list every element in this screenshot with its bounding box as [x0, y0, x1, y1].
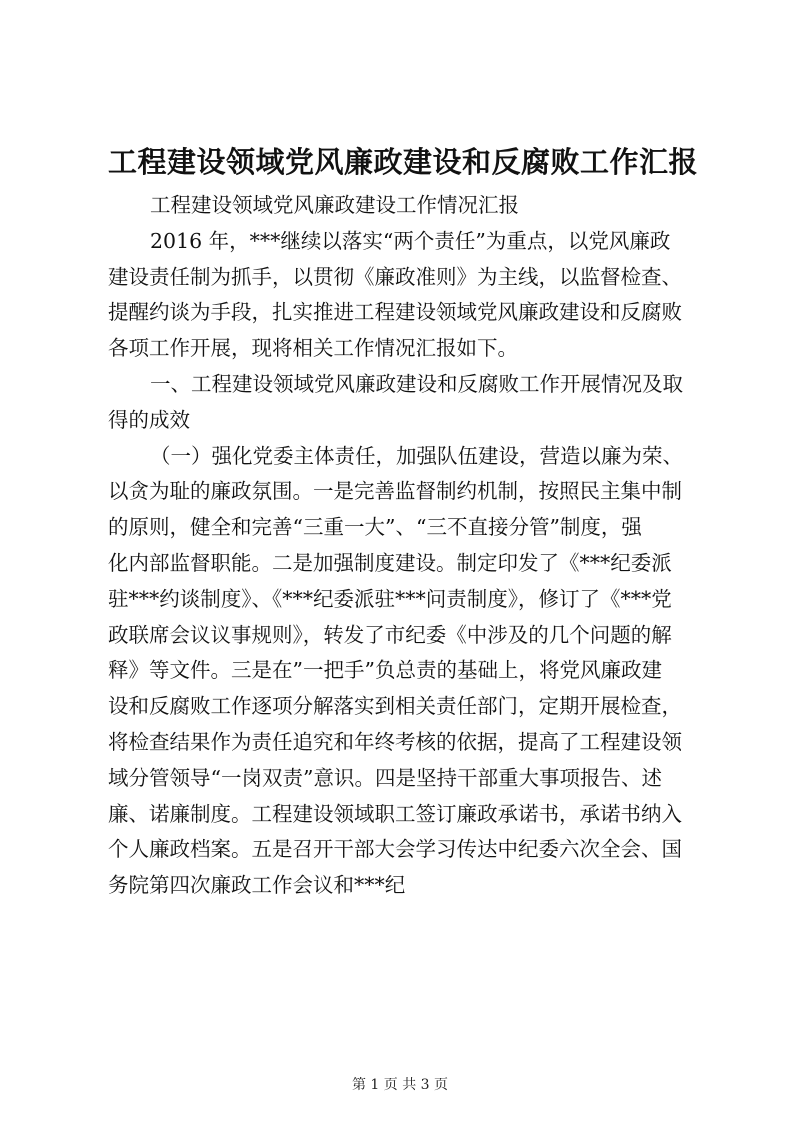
text-line: 驻***约谈制度》、《***纪委派驻***问责制度》，修订了《***党: [108, 586, 672, 611]
text-line: 将检查结果作为责任追究和年终考核的依据，提高了工程建设领: [108, 729, 682, 754]
text-line: 设和反腐败工作逐项分解落实到相关责任部门，定期开展检查，: [108, 694, 682, 719]
text-line: 释》等文件。三是在”一把手”负总责的基础上，将党风廉政建: [108, 658, 662, 683]
text-line: 化内部监督职能。二是加强制度建设。制定印发了《***纪委派: [108, 550, 672, 575]
text-line: 个人廉政档案。五是召开干部大会学习传达中纪委六次全会、国: [108, 837, 682, 862]
text-line: 政联席会议议事规则》，转发了市纪委《中涉及的几个问题的解: [108, 622, 672, 647]
text-line: 工程建设领域党风廉政建设工作情况汇报: [150, 193, 519, 217]
text-line: 2016 年，***继续以落实“两个责任”为重点，以党风廉政: [150, 228, 671, 253]
document-body: [108, 188, 698, 904]
text-line: 以贪为耻的廉政氛围。一是完善监督制约机制，按照民主集中制: [108, 479, 682, 504]
text-line: 得的成效: [108, 407, 190, 432]
text-line: 务院第四次廉政工作会议和***纪: [108, 873, 406, 898]
text-line: 域分管领导“一岗双责”意识。四是坚持干部重大事项报告、述: [108, 765, 662, 790]
text-line: 廉、诺廉制度。工程建设领域职工签订廉政承诺书，承诺书纳入: [108, 801, 682, 826]
text-line: 的原则，健全和完善“三重一大”、“三不直接分管”制度，强: [108, 515, 642, 540]
text-line: （一）强化党委主体责任，加强队伍建设，营造以廉为荣、: [150, 443, 683, 468]
text-line: 建设责任制为抓手，以贯彻《廉政准则》为主线，以监督检查、: [108, 264, 682, 289]
page-number: 第 1 页 共 3 页: [351, 1077, 449, 1093]
text-line: 提醒约谈为手段，扎实推进工程建设领域党风廉政建设和反腐败: [108, 300, 682, 325]
document-title: 工程建设领域党风廉政建设和反腐败工作汇报: [108, 145, 699, 179]
text-line: 各项工作开展，现将相关工作情况汇报如下。: [108, 336, 518, 361]
text-line: 一、工程建设领域党风廉政建设和反腐败工作开展情况及取: [150, 371, 683, 396]
